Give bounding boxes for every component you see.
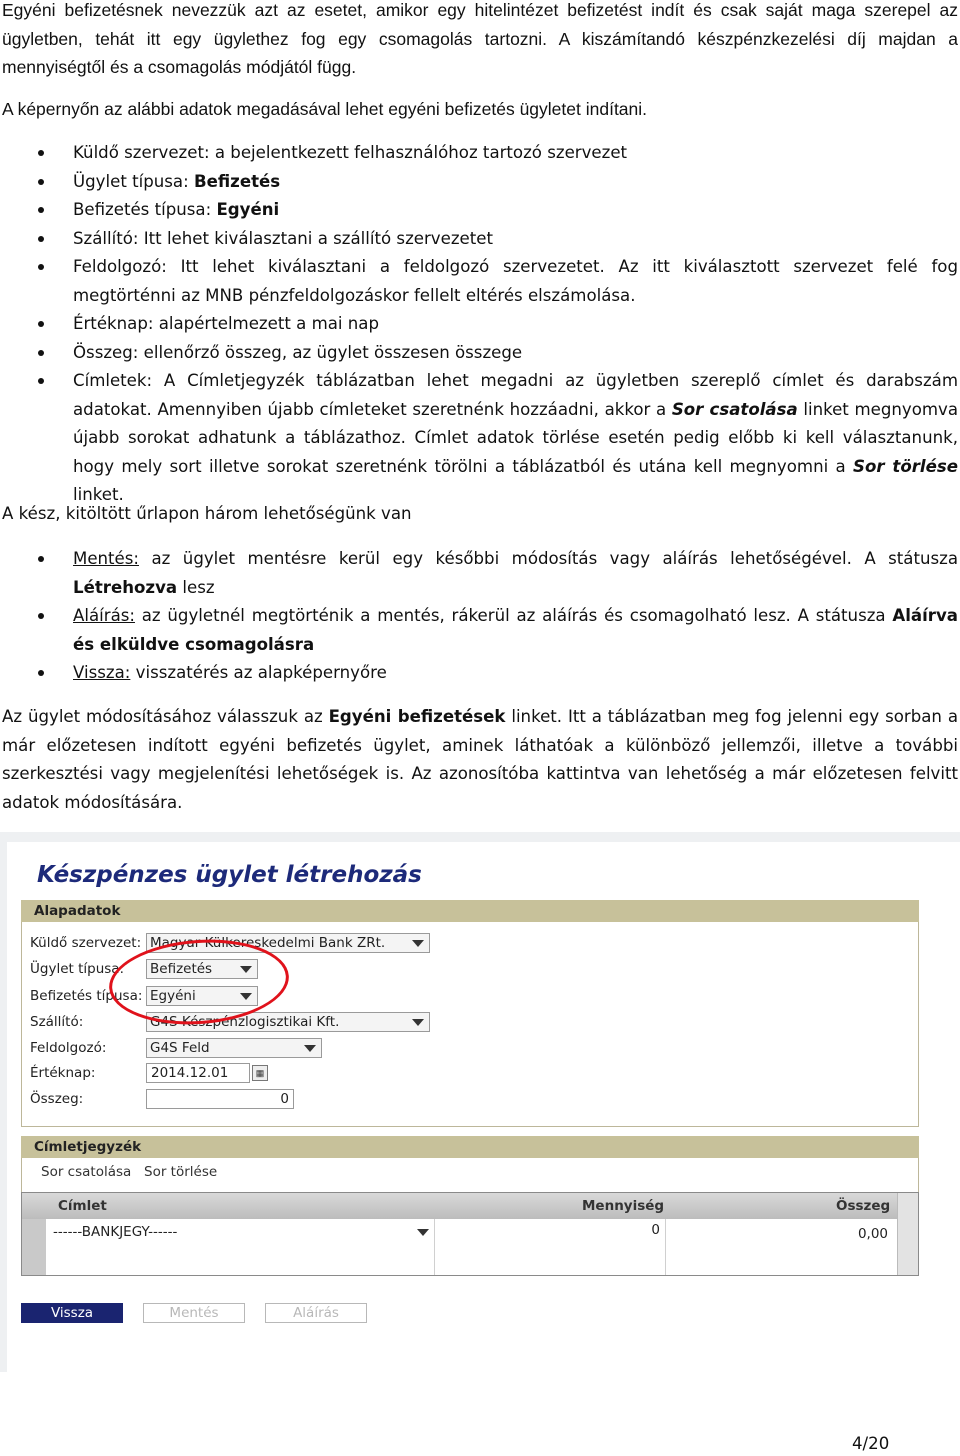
carrier-label: Szállító: (30, 1014, 84, 1030)
list-item: Vissza: visszatérés az alapképernyőre (0, 659, 960, 688)
list-item: Aláírás: az ügyletnél megtörténik a mentés, rákerül az aláírás és csomagolható lesz. A státusza Aláírva és elküldve csomagolásra (0, 602, 960, 659)
bullet-icon (38, 321, 44, 327)
sender-select[interactable]: Magyar Külkereskedelmi Bank ZRt. (146, 933, 430, 953)
chevron-down-icon[interactable] (417, 1229, 429, 1236)
payment-type-label: Befizetés típusa: (30, 988, 143, 1004)
chevron-down-icon[interactable] (412, 1019, 424, 1026)
processor-select[interactable]: G4S Feld (146, 1038, 322, 1058)
row-selector[interactable] (22, 1219, 46, 1275)
bullet-icon (38, 613, 44, 619)
field-bullet-list (0, 139, 960, 510)
calendar-icon[interactable]: ▦ (252, 1065, 268, 1081)
processor-label: Feldolgozó: (30, 1040, 107, 1056)
bullet-icon (38, 378, 44, 384)
list-item: Feldolgozó: Itt lehet kiválasztani a feldolgozó szervezetet. Az itt kiválasztott szervezet felé fog megtörténni az MNB pénzfeldolgozáskor fellelt eltérés elszámolása. (0, 253, 960, 310)
chevron-down-icon[interactable] (304, 1045, 316, 1052)
denomination-table (21, 1192, 919, 1276)
list-item: Befizetés típusa: Egyéni (0, 196, 960, 225)
sender-label: Küldő szervezet: (30, 935, 142, 951)
bullet-icon (38, 179, 44, 185)
section-header-denominations: Címletjegyzék (21, 1136, 919, 1158)
list-item: Küldő szervezet: a bejelentkezett felhasználóhoz tartozó szervezet (0, 139, 960, 168)
sum-value: 0,00 (668, 1225, 892, 1245)
sign-button[interactable]: Aláírás (265, 1303, 367, 1323)
screen-title: Készpénzes ügylet létrehozás (37, 862, 422, 888)
denomination-toolbar (21, 1158, 919, 1192)
column-header-quantity[interactable]: Mennyiség (582, 1198, 665, 1214)
bullet-icon (38, 264, 44, 270)
intro-subparagraph: A képernyőn az alábbi adatok megadásával lehet egyéni befizetés ügyletet indítani. (2, 99, 648, 119)
list-item: Szállító: Itt lehet kiválasztani a szállító szervezetet (0, 225, 960, 254)
add-row-link[interactable]: Sor csatolása (41, 1164, 132, 1180)
carrier-select[interactable]: G4S Készpénzlogisztikai Kft. (146, 1012, 430, 1032)
type-label: Ügylet típusa: (30, 961, 125, 977)
bullet-icon (38, 556, 44, 562)
payment-type-select[interactable]: Egyéni (146, 986, 258, 1006)
type-select[interactable]: Befizetés (146, 959, 258, 979)
quantity-input[interactable]: 0 (442, 1221, 664, 1241)
list-item: Címletek: A Címletjegyzék táblázatban lehet megadni az ügyletben szereplő címlet és darabszám adatokat. Amennyiben újabb címleteket szeretnénk hozzáadni, akkor a Sor csatolása linket megnyomva újabb sorokat adhatunk a táblázathoz. Címlet adatok törlése esetén pedig előbb ki kell választanunk, hogy mely sort illetve sorokat szeretnénk törölni a táblázatból és utána kell megnyomni a Sor törlése linket. (0, 367, 960, 510)
column-divider (665, 1219, 666, 1275)
section-header-basic: Alapadatok (21, 900, 919, 922)
amount-label: Összeg: (30, 1091, 84, 1107)
denomination-select[interactable]: ------BANKJEGY------ (50, 1223, 434, 1243)
list-item: Ügylet típusa: Befizetés (0, 168, 960, 197)
value-date-input[interactable]: 2014.12.01 (146, 1063, 250, 1083)
vertical-scrollbar[interactable] (897, 1193, 918, 1275)
bullet-icon (38, 207, 44, 213)
modify-paragraph: Az ügylet módosításához válasszuk az Egyéni befizetések linket. Itt a táblázatban meg fog jelenni egy sorban a már előzetesen indított egyéni befizetés ügylet, aminek láthatóak a különböző jellemzői, illetve a további szerkesztési vagy megjelenítési lehetőségek is. Az azonosítóba kattintva van lehetőség a már előzetesen felvitt adatok módosítására. (2, 707, 958, 812)
save-button[interactable]: Mentés (143, 1303, 245, 1323)
bullet-icon (38, 236, 44, 242)
table-header (22, 1193, 898, 1219)
back-button[interactable]: Vissza (21, 1303, 123, 1323)
bullet-icon (38, 670, 44, 676)
column-header-denomination[interactable]: Címlet (58, 1198, 107, 1214)
bullet-icon (38, 350, 44, 356)
bullet-icon (38, 150, 44, 156)
column-header-sum[interactable]: Összeg (836, 1198, 891, 1214)
chevron-down-icon[interactable] (412, 940, 424, 947)
list-item: Mentés: az ügylet mentésre kerül egy későbbi módosítás vagy aláírás lehetőségével. A státusza Létrehozva lesz (0, 545, 960, 602)
delete-row-link[interactable]: Sor törlése (144, 1164, 218, 1180)
list-item: Értéknap: alapértelmezett a mai nap (0, 310, 960, 339)
page-number: 4/20 (852, 1434, 890, 1453)
table-row-empty[interactable] (22, 1249, 898, 1275)
options-bullet-list (0, 545, 960, 688)
list-item: Összeg: ellenőrző összeg, az ügylet összesen összege (0, 339, 960, 368)
table-row[interactable] (22, 1219, 898, 1250)
column-divider (434, 1219, 435, 1275)
options-intro: A kész, kitöltött űrlapon három lehetőségünk van (2, 504, 412, 523)
amount-input[interactable]: 0 (146, 1089, 294, 1109)
intro-paragraph: Egyéni befizetésnek nevezzük azt az esetet, amikor egy hitelintézet befizetést indít és csak saját maga szerepel az ügyletben, tehát itt egy ügylethez fog egy csomagolás tartozni. A kiszámítandó készpénzkezelési díj majdan a mennyiségtől és a csomagolás módjától függ. (2, 0, 958, 77)
value-date-label: Értéknap: (30, 1065, 96, 1081)
